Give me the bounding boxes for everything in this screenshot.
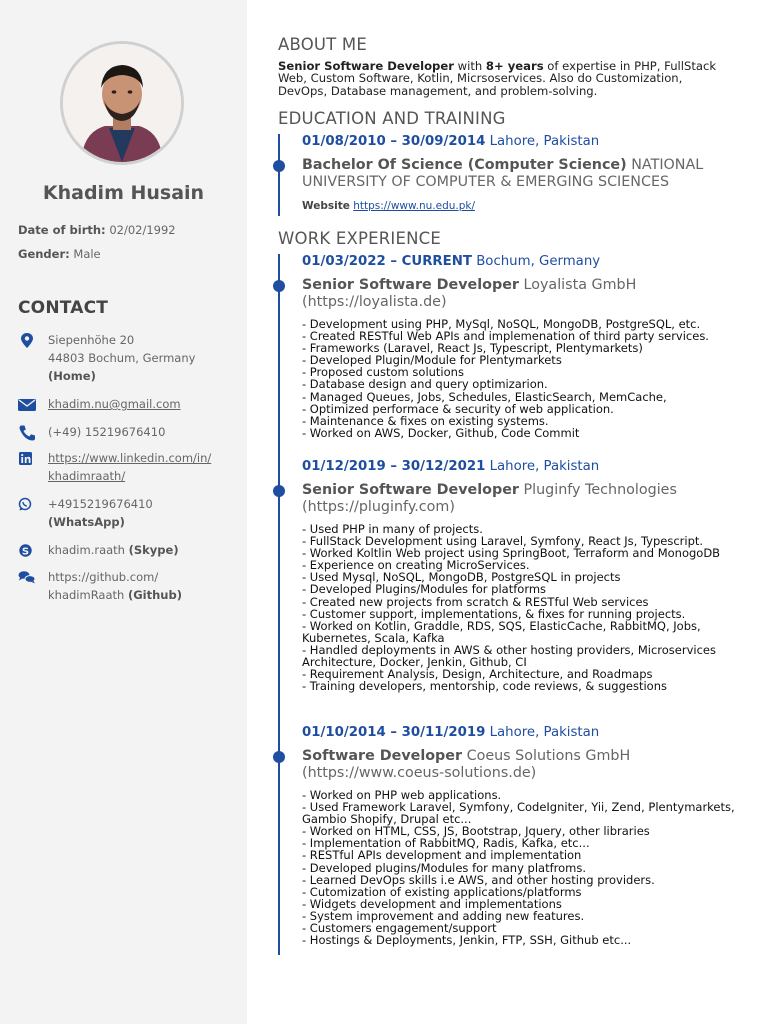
- job-date: [302, 254, 600, 269]
- job-bullet-item: - FullStack Development using Laravel, Symfony, React Js, Typescript.: [302, 534, 704, 549]
- job-bullets: [302, 318, 742, 439]
- whatsapp-icon: [18, 497, 36, 513]
- job-bullet-item: - Proposed custom solutions: [302, 365, 464, 380]
- about-role: Senior Software Developer: [278, 59, 454, 73]
- job-bullet-item: - Learned DevOps skills i.e AWS, and other hosting providers.: [302, 872, 655, 887]
- job-bullet-item: - Worked on PHP web applications.: [302, 788, 502, 802]
- job-bullet-item: - Worked Koltlin Web project using SpringBoot, Terraform and MonogoDB: [302, 546, 721, 561]
- job-bullet-item: - RESTful APIs development and implementation: [302, 848, 582, 863]
- education-website: [302, 200, 475, 212]
- address-line1: Siepenhöhe 20: [48, 333, 135, 347]
- dob-value: 02/02/1992: [109, 223, 176, 237]
- about-text: [278, 60, 728, 97]
- education-date-range: 01/08/2010 – 30/09/2014: [302, 134, 486, 149]
- job-bullet-item: - Implementation of RabbitMQ, Radis, Kafka, etc...: [302, 836, 590, 851]
- about-heading: ABOUT ME: [278, 35, 367, 54]
- email-link[interactable]: khadim.nu@gmail.com: [48, 397, 181, 411]
- job-bullet-item: - Customer support, implementations, & fixes for running projects.: [302, 606, 686, 621]
- education-institution: NATIONAL UNIVERSITY OF COMPUTER & EMERGING SCIENCES: [302, 157, 704, 190]
- linkedin-link-line1[interactable]: https://www.linkedin.com/in/: [48, 451, 212, 465]
- about-with: with: [453, 59, 486, 73]
- dob-label: Date of birth:: [18, 223, 106, 237]
- job-date: [302, 725, 599, 740]
- job-bullet-item: - Hostings & Deployments, Jenkin, FTP, SSH, Github etc...: [302, 933, 632, 948]
- gender-value: Male: [73, 247, 101, 261]
- job-bullet-item: - Widgets development and implementations: [302, 896, 562, 911]
- education-degree-line: [302, 157, 742, 191]
- job-bullet-item: - Managed Queues, Jobs, Schedules, ElasticSearch, MemCache,: [302, 389, 667, 404]
- whatsapp-tag: (WhatsApp): [48, 515, 125, 529]
- job-date-range: 01/12/2019 – 30/12/2021: [302, 459, 486, 474]
- job-location: Lahore, Pakistan: [489, 459, 600, 474]
- job-role: Software Developer: [302, 748, 463, 764]
- job-bullet-item: - Worked on AWS, Docker, Github, Code Commit: [302, 425, 580, 440]
- job-date: [302, 459, 599, 474]
- phone-number: (+49) 15219676410: [48, 425, 166, 439]
- job-role: Senior Software Developer: [302, 482, 519, 498]
- address-tag: (Home): [48, 369, 96, 383]
- gender-label: Gender:: [18, 247, 70, 261]
- date-of-birth: [18, 223, 176, 237]
- job-role: Senior Software Developer: [302, 277, 519, 293]
- job-bullet-item: - Development using PHP, MySql, NoSQL, MongoDB, PostgreSQL, etc.: [302, 317, 701, 331]
- job-title-line: [302, 748, 742, 782]
- job-bullet-item: - Developed plugins/Modules for many platfroms.: [302, 860, 587, 875]
- job-bullet-item: - Used Framework Laravel, Symfony, CodeIgniter, Yii, Zend, Plentymarkets, Gambio Shopify, Drupal etc...: [302, 800, 739, 827]
- education-heading: EDUCATION AND TRAINING: [278, 109, 506, 128]
- job-bullet-item: - System improvement and adding new features.: [302, 908, 585, 923]
- education-date: [302, 134, 599, 149]
- education-location: Lahore, Pakistan: [489, 134, 600, 149]
- job-date-range: 01/03/2022 – CURRENT: [302, 254, 472, 269]
- education-degree: Bachelor Of Science (Computer Science): [302, 157, 627, 173]
- job-bullet-item: - Cutomization of existing applications/platforms: [302, 884, 582, 899]
- linkedin-icon: [18, 451, 36, 467]
- website-label: Website: [302, 200, 350, 212]
- job-bullet-item: - Customers engagement/support: [302, 921, 497, 936]
- job-bullet-item: - Created RESTful Web APIs and implemenation of third party services.: [302, 329, 709, 344]
- contact-heading: CONTACT: [18, 298, 109, 318]
- website-link[interactable]: https://www.nu.edu.pk/: [353, 200, 476, 212]
- phone-icon: [18, 425, 36, 441]
- svg-text:S: S: [21, 546, 30, 558]
- job-timeline-dot: [273, 751, 285, 763]
- job-title-line: [302, 277, 742, 311]
- job-title-line: [302, 482, 742, 516]
- chat-icon: [18, 570, 36, 586]
- education-timeline: [278, 134, 280, 216]
- skype-tag: (Skype): [128, 543, 179, 557]
- job-bullet-item: - Developed Plugin/Module for Plentymarkets: [302, 353, 562, 368]
- job-bullet-item: - Optimized performace & security of web application.: [302, 401, 614, 416]
- job-date-range: 01/10/2014 – 30/11/2019: [302, 725, 486, 740]
- job-bullet-item: - Maintenance & fixes on existing systems.: [302, 413, 549, 428]
- job-bullet-item: - Training developers, mentorship, code reviews, & suggestions: [302, 679, 667, 694]
- job-bullet-item: - Requirement Analysis, Design, Architecture, and Roadmaps: [302, 667, 653, 682]
- job-timeline-dot: [273, 485, 285, 497]
- job-bullet-item: - Database design and query optimizarion.: [302, 377, 548, 392]
- github-tag: (Github): [127, 588, 182, 602]
- skype-icon: [18, 543, 36, 559]
- job-bullet-item: - Frameworks (Laravel, React Js, Typescript, Plentymarkets): [302, 341, 643, 356]
- whatsapp-number: +4915219676410: [48, 497, 153, 511]
- job-company: Coeus Solutions GmbH (https://www.coeus-solutions.de): [302, 748, 631, 781]
- github-line1[interactable]: https://github.com/: [48, 570, 159, 584]
- job-bullet-item: - Experience on creating MicroServices.: [302, 558, 530, 573]
- job-company: Loyalista GmbH (https://loyalista.de): [302, 277, 637, 310]
- job-location: Bochum, Germany: [476, 254, 601, 269]
- job-bullet-item: - Used PHP in many of projects.: [302, 522, 483, 536]
- work-heading: WORK EXPERIENCE: [278, 229, 441, 248]
- about-years: 8+ years: [485, 59, 544, 73]
- person-name: Khadim Husain: [42, 182, 205, 204]
- job-bullet-item: - Worked on HTML, CSS, JS, Bootstrap, Jquery, other libraries: [302, 824, 650, 839]
- address-line2: 44803 Bochum, Germany: [48, 351, 196, 365]
- job-bullet-item: - Worked on Kotlin, Graddle, RDS, SQS, ElasticCache, RabbitMQ, Jobs, Kubernetes, Scala, Kafka: [302, 618, 705, 645]
- job-bullets: [302, 523, 742, 692]
- linkedin-link-line2[interactable]: khadimraath/: [48, 469, 126, 483]
- job-location: Lahore, Pakistan: [489, 725, 600, 740]
- github-line2[interactable]: khadimRaath: [48, 588, 125, 602]
- job-bullet-item: - Used Mysql, NoSQL, MongoDB, PostgreSQL in projects: [302, 570, 621, 585]
- job-bullet-item: - Handled deployments in AWS & other hosting providers, Microservices Architecture, Docker, Jenkin, Github, CI: [302, 642, 720, 670]
- map-pin-icon: [18, 333, 36, 349]
- gender: [18, 247, 101, 261]
- work-timeline: [278, 254, 280, 955]
- job-timeline-dot: [273, 280, 285, 292]
- education-timeline-dot: [273, 160, 285, 172]
- job-bullet-item: - Developed Plugins/Modules for platforms: [302, 582, 547, 597]
- job-bullets: [302, 789, 742, 946]
- sidebar: [0, 0, 247, 1024]
- skype-handle: khadim.raath: [48, 543, 125, 557]
- job-company: Pluginfy Technologies (https://pluginfy.com): [302, 482, 677, 515]
- email-icon: [18, 397, 36, 413]
- about-rest: of expertise in PHP, FullStack Web, Custom Software, Kotlin, Micrsoservices. Also do Customization, DevOps, Database management, and problem-solving.: [278, 59, 717, 98]
- job-bullet-item: - Created new projects from scratch & RESTful Web services: [302, 594, 649, 609]
- profile-photo: [60, 41, 184, 165]
